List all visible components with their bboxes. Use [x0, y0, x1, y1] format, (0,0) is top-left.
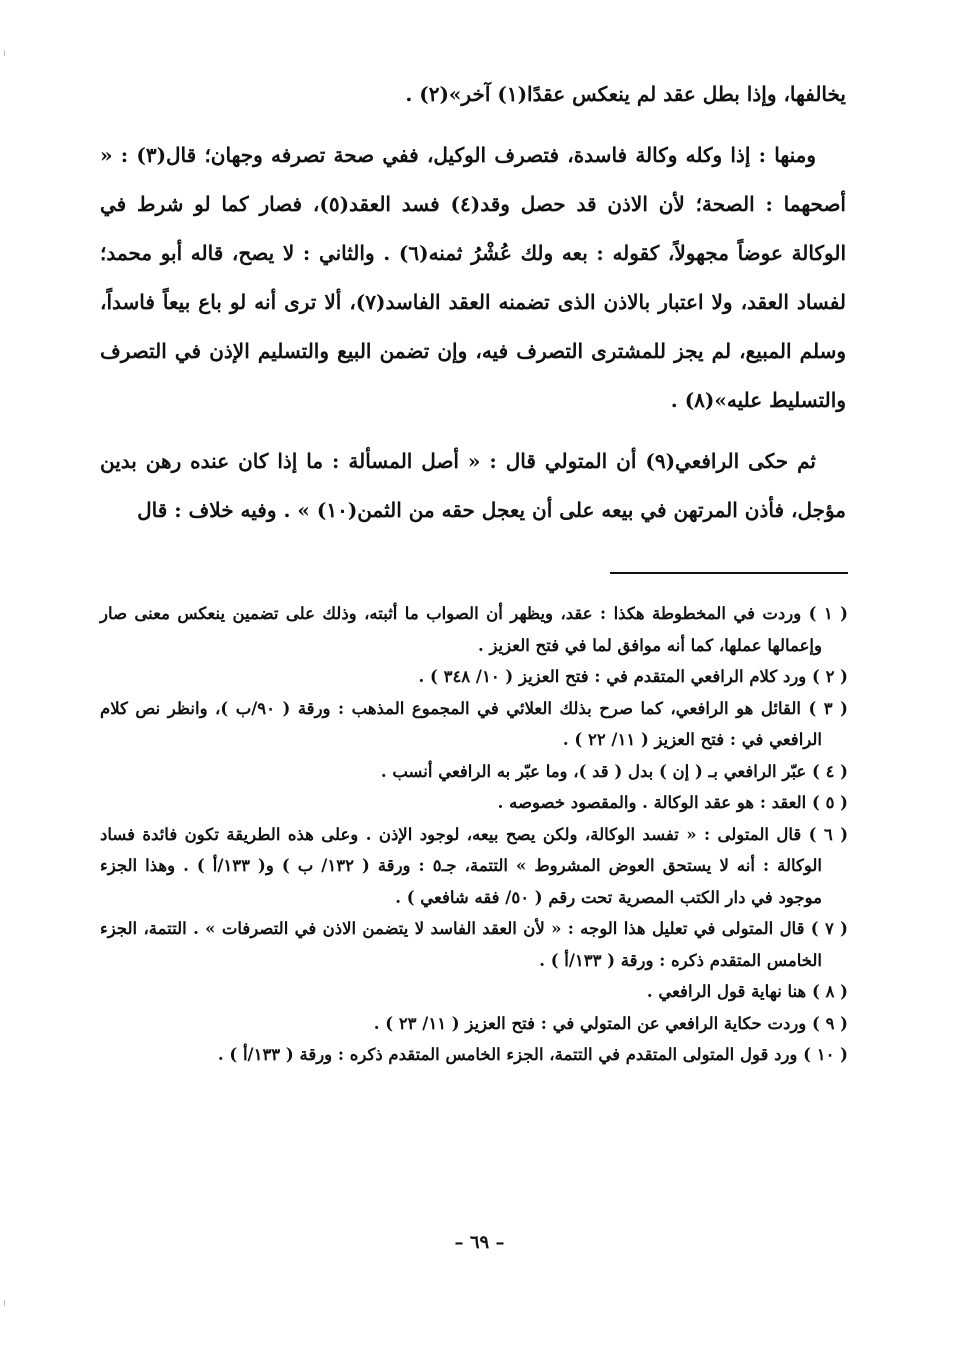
footnote-item: ( ٤ ) عبّر الرافعي بـ ( إن ) بدل ( قد )، وما عبّر به الرافعي أنسب .: [380, 761, 848, 781]
footnote-item: ( ٧ ) قال المتولى في تعليل هذا الوجه : « لأن العقد الفاسد لا يتضمن الاذن في التصرفات » . التتمة، الجزء الخامس المتقدم ذكره : ورقة ( ١٣٣/أ ) .: [100, 919, 848, 970]
footnote-item: ( ٥ ) العقد : هو عقد الوكالة . والمقصود خصوصه .: [497, 793, 848, 812]
footnote-item: ( ١٠ ) ورد قول المتولى المتقدم في التتمة، الجزء الخامس المتقدم ذكره : ورقة ( ١٣٣/أ ) .: [217, 1045, 848, 1064]
footnote-item: ( ٨ ) هنا نهاية قول الرافعي .: [646, 982, 848, 1001]
main-text: [100, 70, 846, 535]
paragraph: يخالفها، وإذا بطل عقد لم ينعكس عقدًا(١) آخر»(٢) .: [405, 82, 846, 106]
scan-margin-mark: [4, 50, 5, 56]
paragraph-gap: [100, 425, 846, 437]
footnote-item: ( ٣ ) القائل هو الرافعي، كما صرح بذلك العلائي في المجموع المذهب : ورقة ( ٩٠/ب )، وانظر نص كلام الرافعي في : فتح العزيز ( ١١/ ٢٢ ) .: [100, 698, 848, 749]
paragraph: ثم حكى الرافعي(٩) أن المتولي قال : « أصل المسألة : ما إذا كان عنده رهن بدين مؤجل، فأذن المرتهن في بيعه على أن يعجل حقه من الثمن(١٠) » . وفيه خلاف : قال: [100, 449, 846, 522]
footnote-item: ( ٦ ) قال المتولى : « تفسد الوكالة، ولكن يصح بيعه، لوجود الإذن . وعلى هذه الطريقة تكون فائدة فساد الوكالة : أنه لا يستحق العوض المشروط » التتمة، جـ٥ : ورقة ( ١٣٢/ ب ) و( ١٣٣/أ ) . وهذا الجزء موجود في دار الكتب المصرية تحت رقم ( ٥٠/ فقه شافعي ) .: [100, 824, 849, 907]
page-number: – ٦٩ –: [454, 1232, 505, 1253]
paragraph: ومنها : إذا وكله وكالة فاسدة، فتصرف الوكيل، ففي صحة تصرفه وجهان؛ قال(٣) : « أصحهما : الصحة؛ لأن الاذن قد حصل وقد(٤) فسد العقد(٥)، فصار كما لو شرط في الوكالة عوضاً مجهولاً، كقوله : بعه ولك عُشْرُ ثمنه(٦) . والثاني : لا يصح، قاله أبو محمد؛ لفساد العقد، ولا اعتبار بالاذن الذى تضمنه العقد الفاسد(٧)، ألا ترى أنه لو باع بيعاً فاسداً، وسلم المبيع، لم يجز للمشترى التصرف فيه، وإن تضمن البيع والتسليم الإذن في التصرف والتسليط عليه»(٨) .: [100, 143, 846, 412]
paragraph-gap: [100, 119, 846, 131]
footnote-separator: [610, 572, 848, 574]
footnote-item: ( ٢ ) ورد كلام الرافعي المتقدم في : فتح العزيز ( ١٠/ ٣٤٨ ) .: [418, 667, 848, 686]
footnotes: [100, 598, 848, 1071]
footnote-item: ( ١ ) وردت في المخطوطة هكذا : عقد، ويظهر أن الصواب ما أثبته، وذلك على تضمين ينعكس معنى صار وإعمالها عملها، كما أنه موافق لما في فتح العزيز .: [100, 604, 848, 655]
scan-margin-mark: [4, 1300, 5, 1306]
footnote-item: ( ٩ ) وردت حكاية الرافعي عن المتولي في : فتح العزيز ( ١١/ ٢٣ ) .: [373, 1013, 848, 1033]
